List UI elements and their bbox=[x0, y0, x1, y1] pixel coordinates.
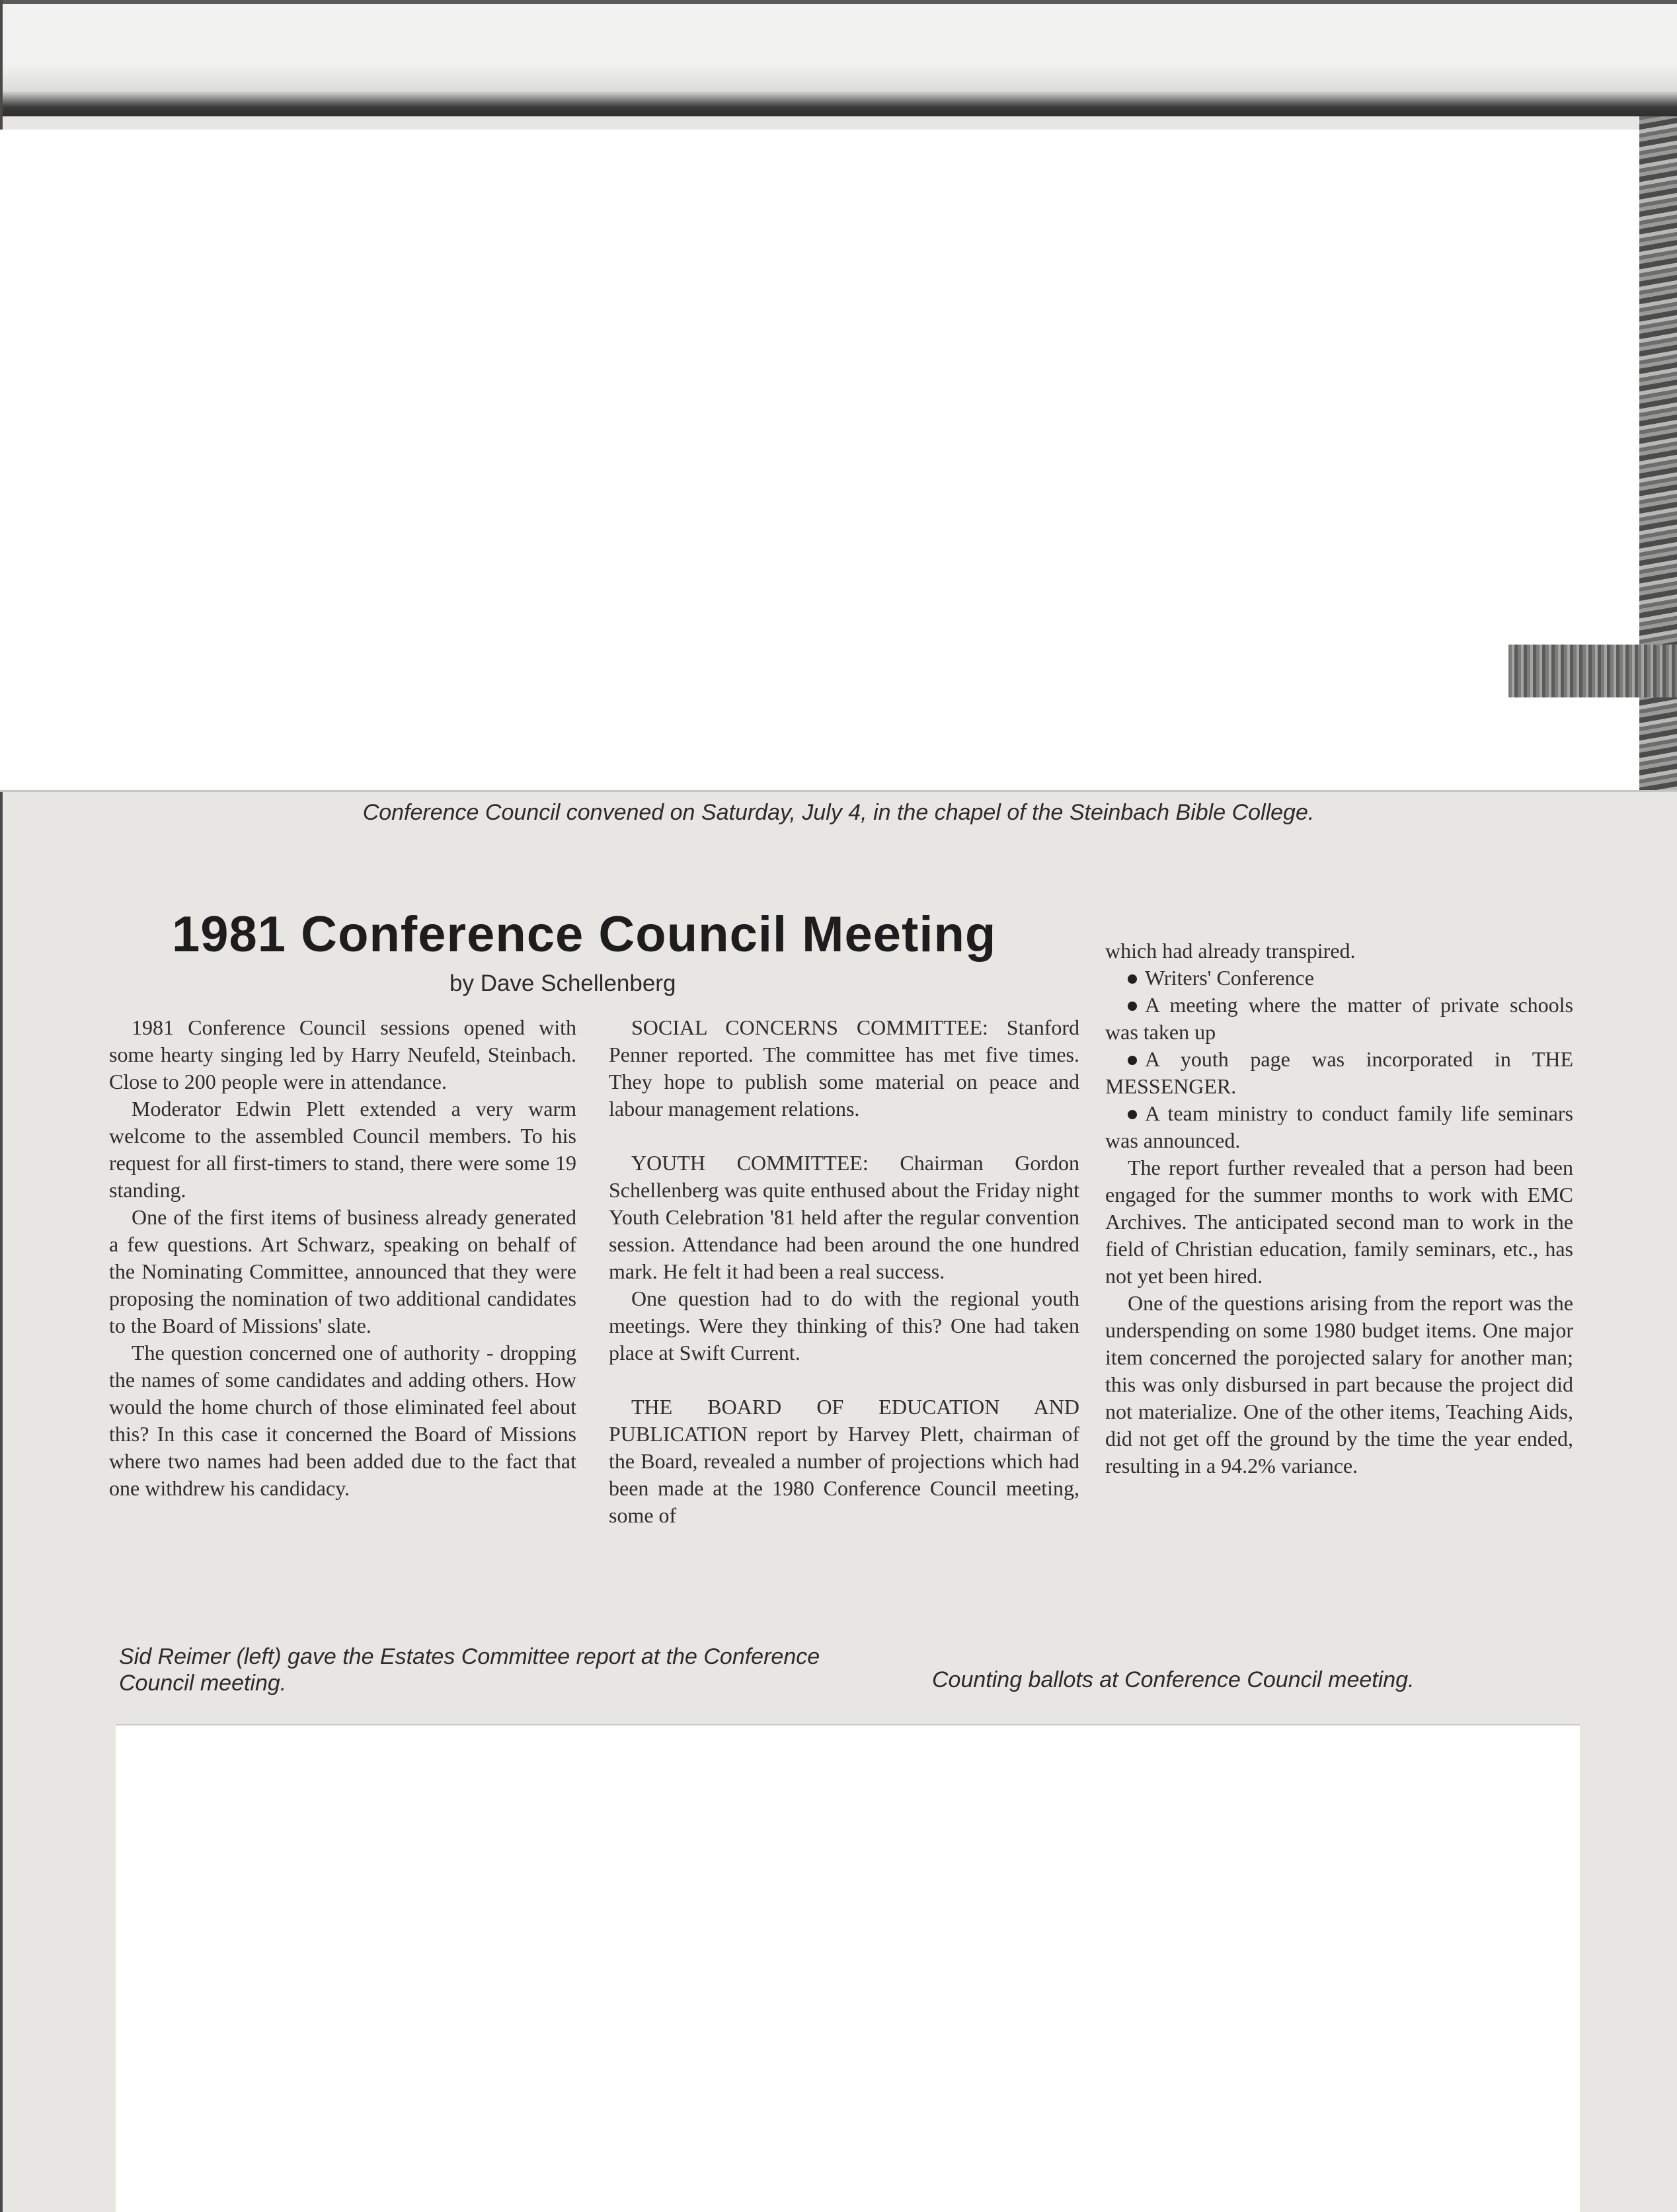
paragraph: SOCIAL CONCERNS COMMITTEE: Stanford Penner reported. The committee has met five times. They hope to publish some material on peace and labour management relations. bbox=[609, 1015, 1079, 1121]
article-column-1 bbox=[109, 1014, 576, 1502]
article-title: 1981 Conference Council Meeting bbox=[172, 906, 997, 963]
bottom-photo bbox=[116, 1725, 1580, 2212]
bullet-icon bbox=[1128, 974, 1137, 984]
bullet-item: A youth page was incorporated in THE MESSENGER. bbox=[1105, 1047, 1573, 1098]
paragraph: One question had to do with the regional youth meetings. Were they thinking of this? One had taken place at Swift Current. bbox=[609, 1286, 1079, 1364]
paragraph: Moderator Edwin Plett extended a very warm welcome to the assembled Council members. To his request for all first-timers to stand, there were some 19 standing. bbox=[109, 1097, 576, 1202]
article-byline: by Dave Schellenberg bbox=[449, 970, 676, 996]
paragraph: The question concerned one of authority - dropping the names of some candidates and adding others. How would the home church of those eliminated feel about this? In this case it concerned the Board of Missions where two names had been added due to the fact that one withdrew his candidacy. bbox=[109, 1341, 576, 1500]
article-column-2 bbox=[609, 1014, 1079, 1529]
bullet-item: Writers' Conference bbox=[1105, 965, 1573, 992]
photo-divider bbox=[0, 790, 1677, 792]
top-photo bbox=[0, 130, 1639, 791]
paragraph: One of the questions arising from the report was the underspending on some 1980 budget items. One major item concerned the porojected salary for another man; this was only disbursed in part because the project did not materialize. One of the other items, Teaching Aids, did not get off the ground by the time the year ended, resulting in a 94.2% variance. bbox=[1105, 1291, 1573, 1478]
paragraph: THE BOARD OF EDUCATION AND PUBLICATION report by Harvey Plett, chairman of the Board, revealed a number of projections which had been made at the 1980 Conference Council meeting, some of bbox=[609, 1395, 1079, 1527]
bullet-icon bbox=[1128, 1110, 1137, 1119]
scan-border-top bbox=[0, 0, 1677, 116]
top-photo-caption: Conference Council convened on Saturday, July 4, in the chapel of the Steinbach Bible College. bbox=[362, 800, 1315, 825]
top-photo-fragment bbox=[1508, 645, 1677, 697]
paragraph: One of the first items of business already generated a few questions. Art Schwarz, speaking on behalf of the Nominating Committee, announced that they were proposing the nomination of two additional candidates to the Board of Missions' slate. bbox=[109, 1205, 576, 1337]
paragraph: which had already transpired. bbox=[1105, 939, 1356, 963]
paragraph: YOUTH COMMITTEE: Chairman Gordon Schellenberg was quite enthused about the Friday night Youth Celebration '81 held after the regular convention session. Attendance had been around the one hundred mark. He felt it had been a real success. bbox=[609, 1151, 1079, 1283]
bottom-right-caption: Counting ballots at Conference Council meeting. bbox=[932, 1667, 1415, 1692]
paragraph: The report further revealed that a person had been engaged for the summer months to work with EMC Archives. The anticipated second man to work in the field of Christian education, family seminars, etc., has not yet been hired. bbox=[1105, 1156, 1573, 1288]
bullet-item: A meeting where the matter of private schools was taken up bbox=[1105, 993, 1573, 1044]
bullet-icon bbox=[1128, 1056, 1137, 1065]
paragraph: 1981 Conference Council sessions opened with some hearty singing led by Harry Neufeld, Steinbach. Close to 200 people were in attendance. bbox=[109, 1015, 576, 1093]
article-column-3 bbox=[1105, 937, 1573, 1480]
bullet-item: A team ministry to conduct family life seminars was announced. bbox=[1105, 1101, 1573, 1152]
bullet-icon bbox=[1128, 1002, 1137, 1011]
bottom-left-caption: Sid Reimer (left) gave the Estates Committee report at the Conference Council meeting. bbox=[119, 1644, 820, 1696]
scan-edge-top bbox=[0, 0, 1677, 4]
